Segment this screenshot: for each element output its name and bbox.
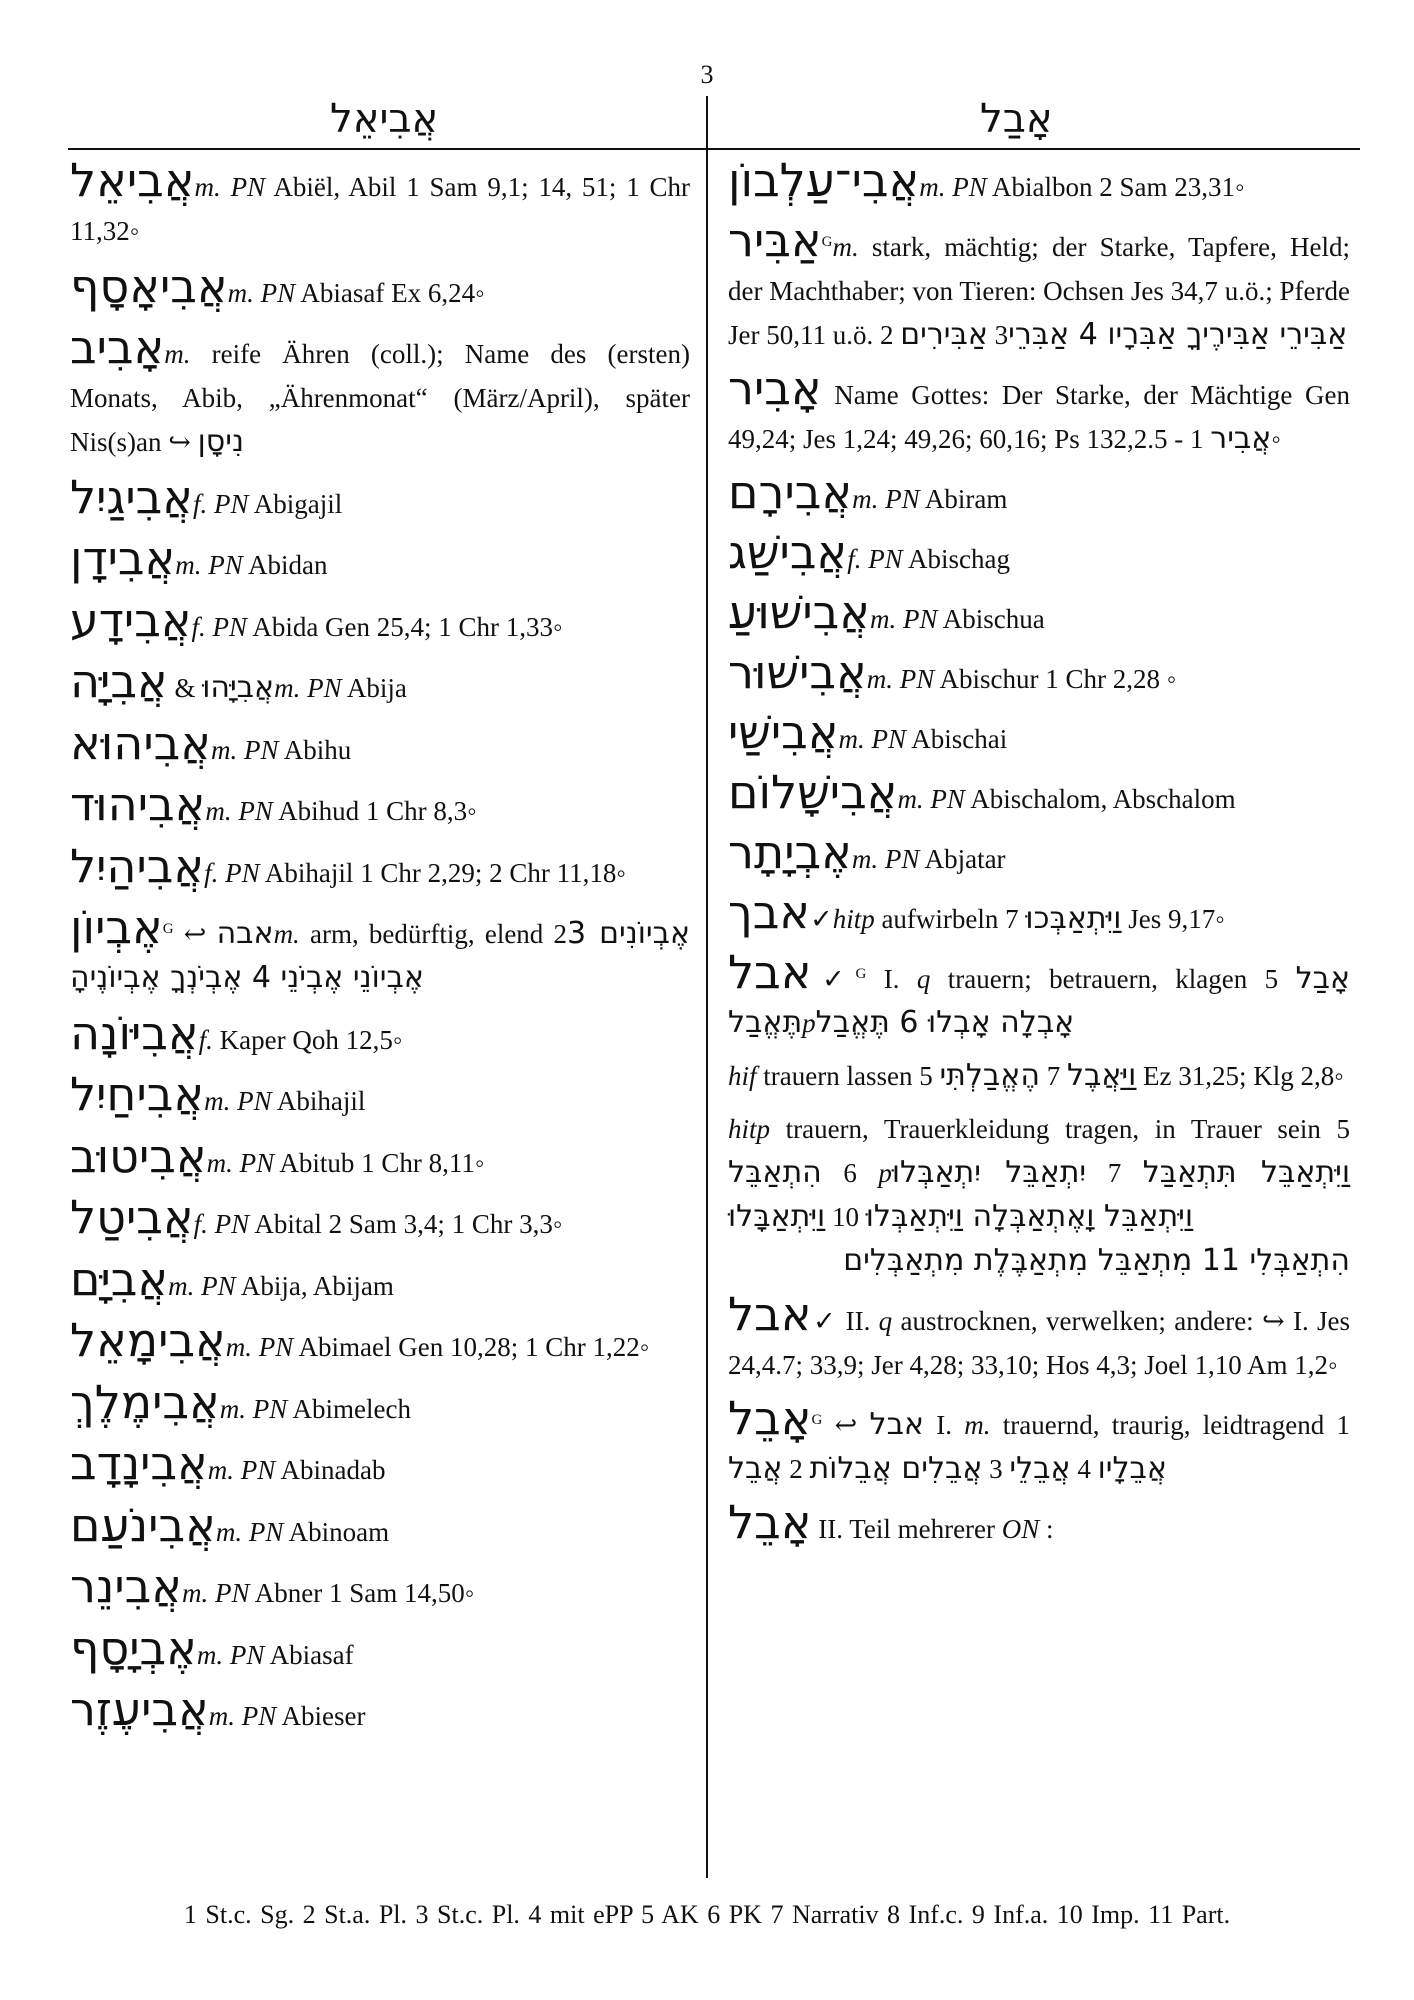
dictionary-entry <box>70 838 690 895</box>
grammar-label: m. PN <box>852 484 920 514</box>
entry-text: ◦ <box>1271 424 1281 454</box>
grammar-label: m. PN <box>866 664 935 694</box>
hebrew-form: אֲבִיר <box>1210 421 1272 456</box>
dictionary-entry <box>728 885 1350 941</box>
headword: אֲבִיּוֹנָה <box>70 1005 199 1060</box>
grammar-label: m. <box>832 232 859 262</box>
grammar-label: m. PN <box>207 1455 276 1485</box>
dictionary-entry <box>70 1374 690 1431</box>
dictionary-entry <box>728 705 1350 761</box>
entry-text: 7 <box>1086 1158 1143 1188</box>
grammar-label: q <box>916 964 931 994</box>
headword: אֲבִיהוּא <box>70 715 211 770</box>
entry-text: stark, mächtig; der Starke, Tapfere, Held; der Machthaber; von Tieren: Ochsen Jes 34,7 u.ö.; Pferde Jer 50,11 u.ö. 2 <box>728 232 1350 350</box>
hebrew-form: אֲבֵל <box>728 1451 783 1486</box>
headword: אֲבִיאָסָף <box>70 258 228 313</box>
grammar-label: m. <box>273 919 300 949</box>
headword: אֲבִישׁוּעַ <box>728 585 870 639</box>
hebrew-form: הֶאֱבַלְתִּי <box>939 1058 1040 1093</box>
dictionary-entry <box>70 1128 690 1185</box>
abbreviation-legend: 1 St.c. Sg. 2 St.a. Pl. 3 St.c. Pl. 4 mit ePP 5 AK 6 PK 7 Narrativ 8 Inf.c. 9 Inf.a. 10 Imp. 11 Part. <box>183 1900 1231 1929</box>
hebrew-root: אבה <box>216 916 274 951</box>
headword: אֲבִינָדָב <box>70 1436 208 1490</box>
entry-text: reife Ähren (coll.); Name des (ersten) Monats, Abib, „Ährenmonat“ (März/April), später Nis(s)an ↪ <box>70 339 690 457</box>
entry-text: Abija, Abijam <box>235 1270 394 1301</box>
dictionary-entry <box>728 361 1350 461</box>
grammar-label: hitp <box>832 904 875 934</box>
entry-text: 3 <box>982 1454 1010 1484</box>
grammar-label: f. PN <box>193 1209 250 1239</box>
dictionary-entry <box>728 1054 1350 1098</box>
grammar-label: m. PN <box>870 604 938 634</box>
dictionary-entry <box>70 531 690 587</box>
hebrew-form: אַבִּירִים <box>900 317 988 352</box>
grammar-label: f. PN <box>204 857 260 888</box>
headword: אֶבְיָתָר <box>728 825 852 879</box>
dictionary-entry <box>70 1313 690 1369</box>
entry-text: 7 <box>1039 1061 1067 1091</box>
entry-text: Abiël, Abil 1 Sam 9,1; 14, 51; 1 Chr 11,32◦ <box>70 172 690 246</box>
grammar-label: m. PN <box>210 734 279 765</box>
running-head-left: אֲבִיאֵל <box>330 96 439 142</box>
grammar-label: m. PN <box>851 844 920 874</box>
entry-text: Abialbon 2 Sam 23,31◦ <box>986 172 1245 202</box>
headword: אָבִיב <box>70 320 165 374</box>
root-mark: ✓ <box>810 904 833 934</box>
headword: אֲבִיגַיִל <box>70 469 194 524</box>
entry-text: Abihajil 1 Chr 2,29; 2 Chr 11,18◦ <box>259 857 626 888</box>
grammar-label: hif <box>728 1061 757 1091</box>
dictionary-entry <box>70 592 690 649</box>
running-head-right: אָבַל <box>980 96 1053 142</box>
entry-text: Abidan <box>242 550 328 580</box>
headword: אֲבִיָּה <box>70 654 168 708</box>
dictionary-entry <box>728 213 1350 357</box>
page-number: 3 <box>700 60 714 89</box>
headword: אֲבִיחַיִל <box>70 1067 205 1121</box>
entry-text: Kaper Qoh 12,5◦ <box>212 1024 403 1055</box>
headword: אַבִּיר <box>728 213 822 267</box>
headword: אָבֵל <box>728 1391 812 1445</box>
dictionary-entry <box>70 715 690 772</box>
hebrew-form: אֶבְיוֹנִים 3 אֶבְיוֹנֵי אֶבְיֹנֵי 4 אֶבְיֹנְךָ אֶבְיוֹנֶיהָ <box>70 916 690 995</box>
entry-text: : <box>1039 1514 1054 1544</box>
headword: אֲבִיטוּב <box>70 1128 207 1183</box>
headword: אבל <box>728 1287 812 1341</box>
entry-text: Abischur 1 Chr 2,28 ◦ <box>934 664 1177 694</box>
grammar-label: p <box>802 1008 816 1038</box>
hebrew-form: הִתְאַבְּלִי 11 מִתְאַבֵּל מִתְאַבֶּלֶת מִתְאַבְּלִים <box>843 1243 1350 1278</box>
entry-text: trauern, Trauerkleidung tragen, in Trauer sein 5 <box>770 1114 1350 1144</box>
entry-text: Abida Gen 25,4; 1 Chr 1,33◦ <box>247 611 563 642</box>
grammar-label: m. PN <box>919 172 987 202</box>
grammar-label: m. PN <box>205 796 273 826</box>
entry-text: 2 <box>782 1454 810 1484</box>
dictionary-entry <box>728 1107 1350 1283</box>
headword: אֲבִישָׁלוֹם <box>728 765 898 819</box>
grammar-label: m. PN <box>274 673 342 703</box>
entry-text: Abitub 1 Chr 8,11◦ <box>274 1147 485 1178</box>
greek-marker: G <box>162 921 174 937</box>
grammar-label: m. PN <box>182 1578 250 1608</box>
hebrew-form: וַיַּאֲבֶל <box>1066 1058 1137 1093</box>
dictionary-entry <box>70 900 690 1000</box>
dictionary-entry <box>70 1620 690 1677</box>
headword: אֶבְיָסָף <box>70 1620 197 1675</box>
greek-marker: G <box>855 966 867 982</box>
entry-text: Abiram <box>919 484 1008 514</box>
grammar-label: m. PN <box>215 1516 284 1547</box>
dictionary-entry <box>728 765 1350 821</box>
dictionary-entry <box>70 320 690 464</box>
entry-text: Abischua <box>937 604 1045 634</box>
dictionary-entry <box>70 1559 690 1615</box>
entry-text: Abihud 1 Chr 8,3◦ <box>272 796 477 826</box>
entry-text: Abigajil <box>248 488 343 519</box>
headword: אָבֵל <box>728 1495 812 1549</box>
entry-text: arm, bedürftig, elend 2 <box>299 919 568 949</box>
headword: אֲבִירָם <box>728 465 853 519</box>
entry-text: Abischag <box>902 544 1010 574</box>
root-mark: ✓ <box>811 964 856 994</box>
headword: אֶבְיוֹן <box>70 900 163 954</box>
dictionary-entry <box>70 1251 690 1308</box>
entry-connector: & <box>167 673 203 703</box>
headword: אֲבִיָּם <box>70 1251 169 1306</box>
headword: אֲבִיעֶזֶר <box>70 1682 209 1736</box>
entry-text: austrocknen, verwelken; andere: ↪ I. Jes 24,4.7; 33,9; Jer 4,28; 33,10; Hos 4,3; Joel 1,10 Am 1,2◦ <box>728 1306 1351 1380</box>
dictionary-entry <box>728 465 1350 521</box>
right-column <box>728 153 1351 1560</box>
greek-marker: G <box>811 1412 823 1428</box>
dictionary-entry <box>70 258 690 315</box>
dictionary-entry <box>70 1497 690 1554</box>
entry-connector: ↩ <box>822 1410 870 1440</box>
hebrew-form: יִתְאַבֵּל יִתְאַבְּלוּ <box>891 1155 1087 1190</box>
headword: אֲבִיטַל <box>70 1190 194 1244</box>
entry-text: 10 <box>825 1202 866 1232</box>
grammar-label: m. PN <box>897 784 965 814</box>
headword: אֲבִינֵר <box>70 1559 183 1613</box>
headword: אֲבִיהוּד <box>70 777 206 831</box>
entry-text: Abihajil <box>271 1086 366 1116</box>
left-column <box>70 153 690 1749</box>
headword: אֲבִישַׁג <box>728 525 848 579</box>
grammar-label: p <box>878 1158 892 1188</box>
entry-text: I. <box>923 1410 965 1440</box>
hebrew-form: הִתְאַבֵּל <box>728 1155 822 1190</box>
grammar-label: m. PN <box>206 1147 275 1178</box>
headword: אֲבִינֹעַם <box>70 1497 216 1552</box>
entry-text: trauernd, traurig, leidtragend 1 <box>990 1410 1351 1440</box>
hebrew-form: וַיִּתְאַבֵּל וָאֶתְאַבְּלָה וַיִּתְאַבְּלוּ <box>865 1199 1194 1234</box>
dictionary-entry <box>728 645 1350 701</box>
grammar-label: hitp <box>728 1114 771 1144</box>
entry-connector: II. <box>837 1306 879 1336</box>
dictionary-entry <box>70 153 690 253</box>
hebrew-form: וַיִּתְאַבְּכוּ <box>1025 901 1122 936</box>
entry-text: Abihu <box>278 734 352 765</box>
dictionary-entry <box>728 1391 1351 1491</box>
headword: אֲבִימָאֵל <box>70 1313 226 1367</box>
entry-text: 3 <box>987 320 1009 350</box>
dictionary-entry <box>728 1287 1351 1387</box>
grammar-label: m. PN <box>196 1639 265 1670</box>
entry-text: Ez 31,25; Klg 2,8◦ <box>1136 1061 1344 1091</box>
entry-text: 6 <box>821 1158 879 1188</box>
hebrew-root: אֲבִיָּהוּ <box>202 670 275 705</box>
entry-text: Abischai <box>906 724 1008 754</box>
hebrew-form: אָבַל תֶּאֱבַל <box>728 961 1351 1040</box>
grammar-label: m. PN <box>219 1393 288 1424</box>
hebrew-form: אָבְלָה אָבְלוּ 6 תֶּאֱבַל <box>815 1005 1075 1040</box>
headword: אֲבִידָע <box>70 592 192 647</box>
dictionary-entry <box>70 654 690 710</box>
grammar-label: m. PN <box>838 724 907 754</box>
header-rule <box>68 148 1360 150</box>
grammar-label: ON <box>1001 1514 1040 1544</box>
greek-marker: G <box>821 234 833 250</box>
entry-connector: II. Teil mehrerer <box>811 1514 1002 1544</box>
headword: אֲבִישַׁי <box>728 705 839 759</box>
grammar-label: f. PN <box>847 544 903 574</box>
grammar-label: m. PN <box>225 1332 294 1362</box>
grammar-label: f. PN <box>191 611 248 642</box>
dictionary-entry <box>70 1190 690 1246</box>
grammar-label: m. PN <box>204 1086 272 1116</box>
hebrew-form: אֲבֵלָיו <box>1097 1451 1167 1486</box>
entry-connector: ↩ <box>173 919 217 949</box>
dictionary-entry <box>70 1436 690 1492</box>
entry-text: Abiasaf <box>264 1639 354 1670</box>
grammar-label: f. <box>198 1024 213 1055</box>
hebrew-form: נִיסָן <box>197 424 244 459</box>
grammar-label: m. PN <box>208 1701 277 1731</box>
entry-text: aufwirbeln 7 <box>874 904 1026 934</box>
headword: אֲבִיאֵל <box>70 153 195 207</box>
grammar-label: q <box>878 1306 893 1336</box>
root-mark: ✓ <box>811 1306 838 1336</box>
grammar-label: m. PN <box>168 1270 236 1301</box>
entry-text: Abimael Gen 10,28; 1 Chr 1,22◦ <box>293 1332 650 1362</box>
entry-text: Abiasaf Ex 6,24◦ <box>295 277 485 308</box>
grammar-label: m. PN <box>194 172 266 202</box>
entry-text: Abinoam <box>283 1516 390 1547</box>
headword: אָבִיר <box>728 361 822 415</box>
entry-text: trauern lassen 5 <box>756 1061 940 1091</box>
entry-text: Abija <box>341 673 407 703</box>
dictionary-entry <box>728 945 1351 1045</box>
headword: אבך <box>728 885 811 939</box>
headword: אֲבִישׁוּר <box>728 645 867 699</box>
hebrew-form: אֲבֵלִים אֲבֵלוֹת <box>809 1451 983 1486</box>
entry-text: 4 <box>1070 1454 1098 1484</box>
headword: אֲבִידָן <box>70 531 176 585</box>
dictionary-entry <box>728 585 1350 641</box>
column-divider <box>706 96 708 1878</box>
dictionary-entry <box>70 1005 690 1062</box>
grammar-label: f. PN <box>193 488 249 519</box>
entry-text: Abinadab <box>275 1455 386 1485</box>
dictionary-entry <box>728 153 1350 209</box>
dictionary-entry <box>728 1495 1350 1551</box>
entry-text: Abital 2 Sam 3,4; 1 Chr 3,3◦ <box>249 1209 563 1239</box>
entry-text: Abischalom, Abschalom <box>964 784 1236 814</box>
headword: אֲבִי־עַלְבוֹן <box>728 153 920 207</box>
entry-text: trauern; betrauern, klagen 5 <box>930 964 1296 994</box>
hebrew-form: אֲבֵלֵי <box>1009 1451 1071 1486</box>
headword: אֲבִיהַיִל <box>70 838 205 893</box>
entry-text: Jes 9,17◦ <box>1121 904 1225 934</box>
dictionary-entry <box>728 525 1350 581</box>
headword: אבל <box>728 945 812 999</box>
dictionary-entry <box>728 825 1350 881</box>
entry-text: Abner 1 Sam 14,50◦ <box>249 1578 475 1608</box>
headword: אֲבִימֶלֶךְ <box>70 1374 220 1429</box>
hebrew-form: וַיִּתְאַבֵּל תִּתְאַבַּל <box>1142 1155 1351 1190</box>
hebrew-form: וַיִּתְאַבָּלוּ <box>728 1199 826 1234</box>
entry-text: Name Gottes: Der Starke, der Mächtige Gen 49,24; Jes 1,24; 49,26; 60,16; Ps 132,2.5 - 1 <box>728 380 1350 454</box>
entry-connector: I. <box>866 964 917 994</box>
hebrew-root: אבל <box>869 1407 924 1442</box>
hebrew-form: אַבִּירֵי אַבִּירֶיךָ אַבִּרָיו 4 אַבִּרֵי <box>1008 317 1348 352</box>
grammar-label: m. <box>164 339 191 369</box>
dictionary-entry <box>70 469 690 526</box>
grammar-label: m. PN <box>227 277 296 308</box>
dictionary-entry <box>70 1682 690 1738</box>
dictionary-entry <box>70 777 690 833</box>
grammar-label: m. <box>964 1410 991 1440</box>
grammar-label: m. PN <box>175 550 243 580</box>
entry-text: Abieser <box>276 1701 366 1731</box>
dictionary-entry <box>70 1067 690 1123</box>
entry-text: Abjatar <box>919 844 1006 874</box>
entry-text: Abimelech <box>287 1393 411 1424</box>
